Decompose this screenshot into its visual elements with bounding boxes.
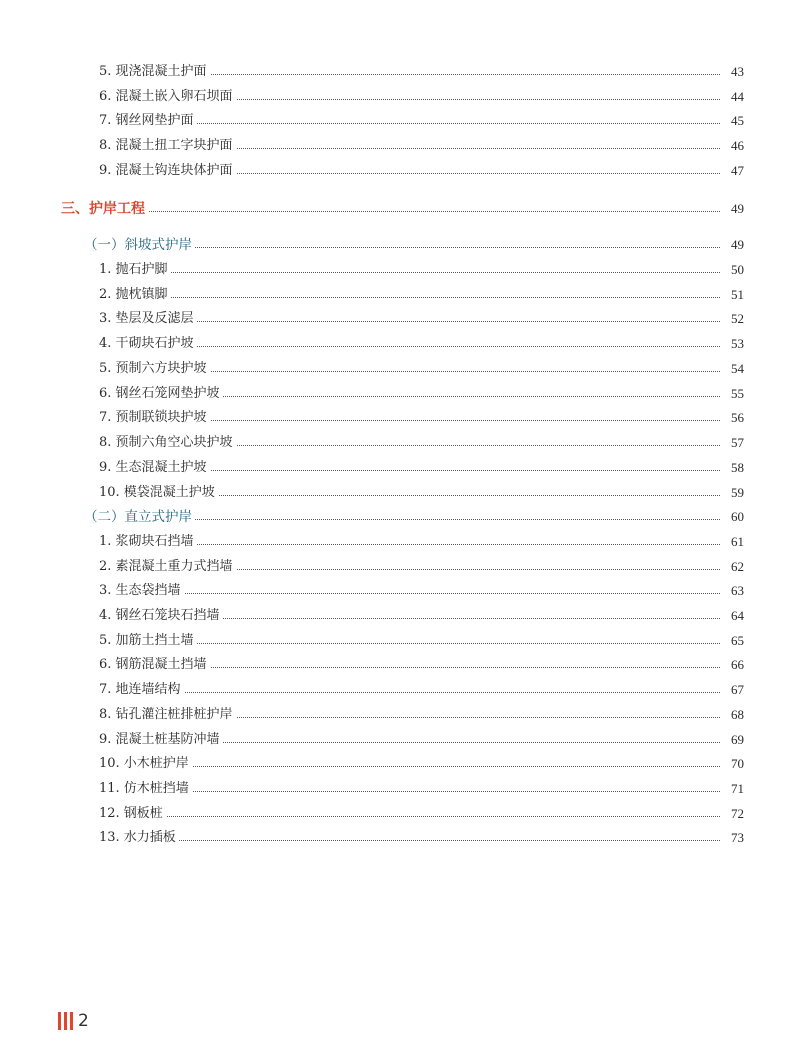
toc-entry-page: 65 bbox=[731, 633, 744, 648]
toc-entry bbox=[0, 680, 790, 700]
toc-entry bbox=[0, 161, 790, 181]
page-number: 2 bbox=[78, 1011, 89, 1031]
toc-entry bbox=[0, 62, 790, 82]
dot-leader bbox=[120, 840, 720, 841]
toc-entry bbox=[0, 779, 790, 799]
toc-entry-page: 68 bbox=[731, 707, 744, 722]
toc-entry bbox=[0, 730, 790, 750]
toc-entry bbox=[0, 359, 790, 379]
toc-entry-page: 72 bbox=[731, 806, 744, 821]
toc-entry-title: 10. 小木桩护岸 bbox=[99, 754, 192, 774]
toc-entry bbox=[0, 384, 790, 404]
toc-entry-title: 9. 混凝土桩基防冲墙 bbox=[99, 730, 223, 750]
toc-entry-page: 61 bbox=[731, 534, 744, 549]
dot-leader bbox=[120, 544, 720, 545]
toc-entry-page: 69 bbox=[731, 732, 744, 747]
toc-entry bbox=[0, 433, 790, 453]
toc-entry-title: 4. 干砌块石护坡 bbox=[99, 334, 197, 354]
toc-entry-page: 53 bbox=[731, 336, 744, 351]
toc-entry-page: 52 bbox=[731, 311, 744, 326]
dot-leader bbox=[120, 321, 720, 322]
toc-entry-title: 1. 浆砌块石挡墙 bbox=[99, 532, 197, 552]
toc-entry-page: 51 bbox=[731, 287, 744, 302]
toc-entry bbox=[0, 87, 790, 107]
toc-subsection-heading bbox=[0, 507, 790, 527]
toc-entry-title: 7. 钢丝网垫护面 bbox=[99, 111, 197, 131]
toc-entry-page: 57 bbox=[731, 435, 744, 450]
toc-entry-page: 70 bbox=[731, 756, 744, 771]
dot-leader bbox=[120, 470, 720, 471]
toc-entry-page: 46 bbox=[731, 138, 744, 153]
dot-leader bbox=[110, 247, 720, 248]
toc-subsection-heading bbox=[0, 235, 790, 255]
dot-leader bbox=[120, 123, 720, 124]
toc-entry-page: 43 bbox=[731, 64, 744, 79]
toc-entry bbox=[0, 631, 790, 651]
footer-bars-icon bbox=[58, 1012, 78, 1030]
toc-entry-title: 5. 预制六方块护坡 bbox=[99, 359, 210, 379]
dot-leader bbox=[120, 667, 720, 668]
toc-entry-title: 12. 钢板桩 bbox=[99, 804, 166, 824]
toc-entry-page: 55 bbox=[731, 386, 744, 401]
toc-entry-title: （二）直立式护岸 bbox=[84, 507, 195, 527]
toc-entry-page: 58 bbox=[731, 460, 744, 475]
dot-leader bbox=[110, 519, 720, 520]
toc-entry-title: 8. 混凝土扭工字块护面 bbox=[99, 136, 236, 156]
toc-entry-title: 9. 混凝土钩连块体护面 bbox=[99, 161, 236, 181]
toc-entry-title: 7. 地连墙结构 bbox=[99, 680, 184, 700]
toc-entry-page: 59 bbox=[731, 485, 744, 500]
dot-leader bbox=[120, 593, 720, 594]
toc-entry-title: 3. 垫层及反滤层 bbox=[99, 309, 197, 329]
toc-entry-page: 62 bbox=[731, 559, 744, 574]
toc-entry-page: 50 bbox=[731, 262, 744, 277]
dot-leader bbox=[120, 74, 720, 75]
dot-leader bbox=[120, 816, 720, 817]
toc-entry-title: 三、护岸工程 bbox=[61, 199, 148, 219]
toc-entry-title: 11. 仿木桩挡墙 bbox=[99, 779, 192, 799]
dot-leader bbox=[120, 791, 720, 792]
toc-entry-title: 2. 素混凝土重力式挡墙 bbox=[99, 557, 236, 577]
dot-leader bbox=[120, 272, 720, 273]
dot-leader bbox=[120, 643, 720, 644]
dot-leader bbox=[120, 766, 720, 767]
toc-entry-page: 63 bbox=[731, 583, 744, 598]
toc-entry bbox=[0, 557, 790, 577]
toc-entry bbox=[0, 606, 790, 626]
toc-entry-page: 54 bbox=[731, 361, 744, 376]
toc-entry-title: （一）斜坡式护岸 bbox=[84, 235, 195, 255]
toc-entry bbox=[0, 804, 790, 824]
toc-entry-title: 7. 预制联锁块护坡 bbox=[99, 408, 210, 428]
toc-entry-page: 49 bbox=[731, 201, 744, 216]
toc-entry bbox=[0, 828, 790, 848]
toc-entry bbox=[0, 334, 790, 354]
toc-entry-title: 8. 钻孔灌注桩排桩护岸 bbox=[99, 705, 236, 725]
dot-leader bbox=[120, 420, 720, 421]
toc-entry-title: 9. 生态混凝土护坡 bbox=[99, 458, 210, 478]
toc-entry-title: 4. 钢丝石笼块石挡墙 bbox=[99, 606, 223, 626]
toc-entry-title: 6. 钢丝石笼网垫护坡 bbox=[99, 384, 223, 404]
toc-entry-page: 45 bbox=[731, 113, 744, 128]
toc-entry-title: 10. 模袋混凝土护坡 bbox=[99, 483, 218, 503]
dot-leader bbox=[120, 371, 720, 372]
toc-entry bbox=[0, 754, 790, 774]
toc-entry-page: 73 bbox=[731, 830, 744, 845]
dot-leader bbox=[90, 211, 720, 212]
toc-entry-page: 56 bbox=[731, 410, 744, 425]
toc-entry bbox=[0, 285, 790, 305]
toc-entry-title: 5. 加筋土挡土墙 bbox=[99, 631, 197, 651]
toc-entry bbox=[0, 136, 790, 156]
toc-entry-page: 47 bbox=[731, 163, 744, 178]
toc-entry-title: 6. 钢筋混凝土挡墙 bbox=[99, 655, 210, 675]
toc-entry-title: 2. 抛枕镇脚 bbox=[99, 285, 171, 305]
toc-entry-page: 71 bbox=[731, 781, 744, 796]
toc-entry bbox=[0, 111, 790, 131]
toc-entry-page: 66 bbox=[731, 657, 744, 672]
toc-entry-page: 67 bbox=[731, 682, 744, 697]
toc-entry-page: 60 bbox=[731, 509, 744, 524]
toc-entry-page: 64 bbox=[731, 608, 744, 623]
toc-entry-title: 5. 现浇混凝土护面 bbox=[99, 62, 210, 82]
toc-entry bbox=[0, 655, 790, 675]
dot-leader bbox=[120, 692, 720, 693]
toc-entry-title: 8. 预制六角空心块护坡 bbox=[99, 433, 236, 453]
toc-entry-page: 44 bbox=[731, 89, 744, 104]
toc-entry bbox=[0, 581, 790, 601]
toc-entry-title: 6. 混凝土嵌入卵石坝面 bbox=[99, 87, 236, 107]
toc-entry bbox=[0, 408, 790, 428]
toc-entry-title: 1. 抛石护脚 bbox=[99, 260, 171, 280]
dot-leader bbox=[120, 346, 720, 347]
toc-entry-page: 49 bbox=[731, 237, 744, 252]
toc-entry bbox=[0, 458, 790, 478]
toc-section-heading bbox=[0, 199, 790, 219]
toc-entry-title: 13. 水力插板 bbox=[99, 828, 179, 848]
dot-leader bbox=[120, 297, 720, 298]
toc-entry bbox=[0, 260, 790, 280]
toc-entry bbox=[0, 309, 790, 329]
toc-entry-title: 3. 生态袋挡墙 bbox=[99, 581, 184, 601]
toc-entry bbox=[0, 705, 790, 725]
toc-entry bbox=[0, 532, 790, 552]
toc-entry bbox=[0, 483, 790, 503]
